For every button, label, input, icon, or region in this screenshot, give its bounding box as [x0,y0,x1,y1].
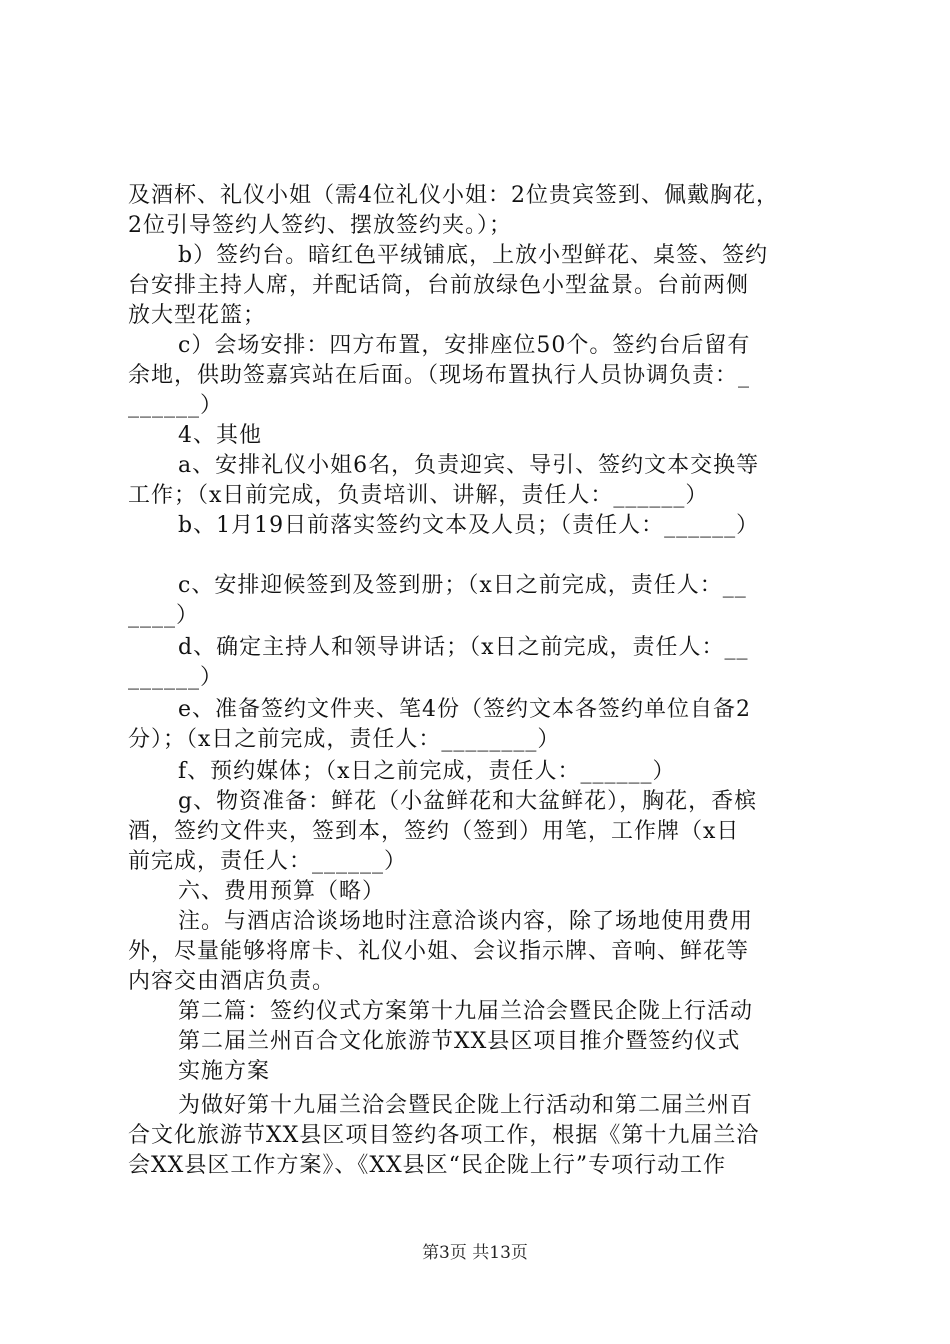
text-line: d、确定主持人和领导讲话；（x日之前完成，责任人：__ [178,635,749,660]
text-line: 酒，签约文件夹，签到本，签约（签到）用笔，工作牌（x日 [128,819,740,844]
chapter-title: 第二篇：签约仪式方案第十九届兰洽会暨民企陇上行活动 [178,999,754,1024]
text-line: 分）；（x日之前完成，责任人：________） [128,727,561,752]
chapter-title: 实施方案 [178,1059,271,1084]
text-line: 前完成，责任人：______） [128,849,408,874]
text-line: b、1月19日前落实签约文本及人员；（责任人：______） [178,513,760,538]
text-line: 及酒杯、礼仪小姐（需4位礼仪小姐：2位贵宾签到、佩戴胸花， [128,183,779,208]
page-footer: 第3页 共13页 [422,1243,528,1263]
chapter-title: 第二届兰州百合文化旅游节XX县区项目推介暨签约仪式 [178,1029,741,1054]
text-line: e、准备签约文件夹、笔4份（签约文本各签约单位自备2 [178,697,752,722]
text-line: f、预约媒体；（x日之前完成，责任人：______） [178,759,676,784]
text-line: 2位引导签约人签约、摆放签约夹。）； [128,213,512,238]
text-line: 会XX县区工作方案》、《XX县区“民企陇上行”专项行动工作 [128,1153,727,1178]
section-heading: 六、费用预算（略） [178,879,386,904]
text-line: ______） [128,393,224,418]
text-line: c）会场安排：四方布置，安排座位50个。签约台后留有 [178,333,751,358]
text-line: 台安排主持人席，并配话筒，台前放绿色小型盆景。台前两侧 [128,273,750,298]
text-line: 内容交由酒店负责。 [128,969,336,994]
text-line: 放大型花篮； [128,303,267,328]
text-line: b）签约台。暗红色平绒铺底，上放小型鲜花、桌签、签约 [178,243,769,268]
text-line: 外，尽量能够将席卡、礼仪小姐、会议指示牌、音响、鲜花等 [128,939,750,964]
text-line: g、物资准备：鲜花（小盆鲜花和大盆鲜花），胸花，香槟 [178,789,758,814]
text-line: 余地，供助签嘉宾站在后面。（现场布置执行人员协调负责：_ [128,363,751,388]
text-line: ____） [128,603,200,628]
text-line: ______） [128,665,224,690]
text-line: c、安排迎候签到及签到册；（x日之前完成，责任人：__ [178,573,747,598]
text-line: 注。与酒店洽谈场地时注意洽谈内容，除了场地使用费用 [178,909,754,934]
section-heading: 4、其他 [178,423,262,448]
text-line: 合文化旅游节XX县区项目签约各项工作，根据《第十九届兰洽 [128,1123,760,1148]
text-line: 工作；（x日前完成，负责培训、讲解，责任人：______） [128,483,709,508]
text-line: a、安排礼仪小姐6名，负责迎宾、导引、签约文本交换等 [178,453,760,478]
text-line: 为做好第十九届兰洽会暨民企陇上行活动和第二届兰州百 [178,1093,754,1118]
